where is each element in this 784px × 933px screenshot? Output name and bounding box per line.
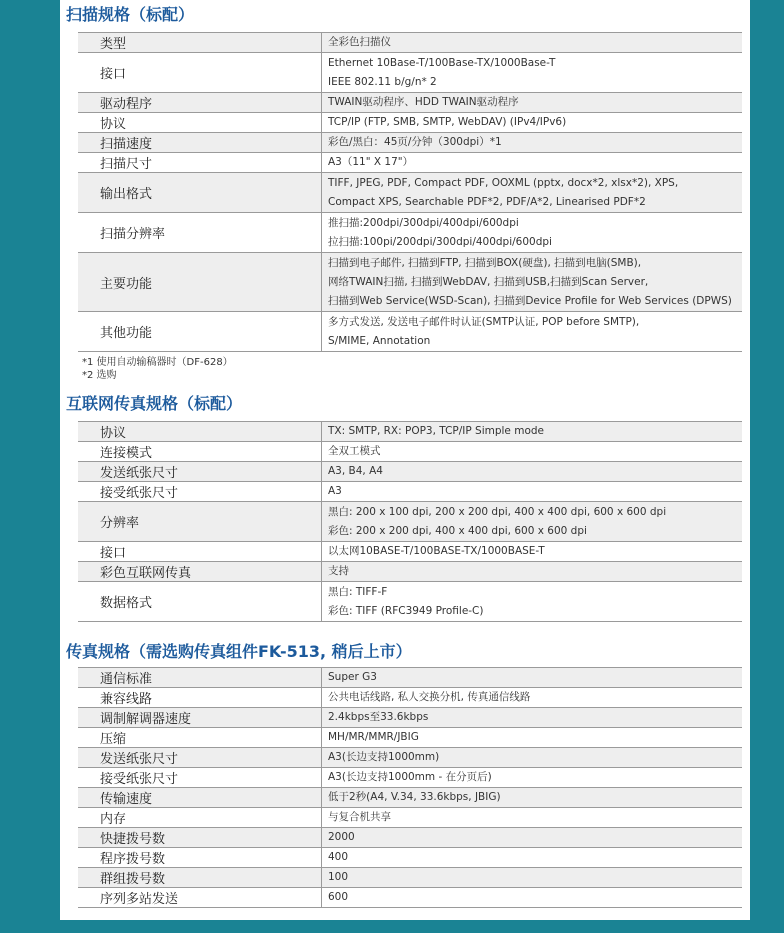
fax-row-value	[322, 848, 743, 868]
fax-row-label: 内存	[78, 808, 322, 828]
scan-row	[78, 93, 742, 113]
scan-value-line: 全彩色扫描仪	[328, 36, 391, 48]
scan-row	[78, 113, 742, 133]
scan-section	[60, 4, 750, 382]
ifax-value-line: 黑白: TIFF-F	[328, 585, 388, 598]
fax-row-value	[322, 708, 743, 728]
ifax-row-value	[322, 502, 743, 542]
scan-value-line: 多方式发送, 发送电子邮件时认证(SMTP认证, POP before SMTP),	[328, 315, 640, 328]
spec-sheet	[60, 0, 750, 920]
scan-value-line: 拉扫描:100pi/200dpi/300dpi/400dpi/600dpi	[328, 235, 552, 248]
scan-row-value	[322, 133, 743, 153]
scan-row-value	[322, 33, 743, 53]
scan-row-label: 主要功能	[78, 253, 322, 312]
fax-value-line: 低于2秒(A4, V.34, 33.6kbps, JBIG)	[328, 791, 501, 803]
fax-row-label: 传输速度	[78, 788, 322, 808]
scan-value-line: 彩色/黑白：45页/分钟（300dpi）*1	[328, 136, 502, 148]
fax-row	[78, 848, 742, 868]
ifax-row	[78, 582, 742, 622]
ifax-value-line: 以太网10BASE-T/100BASE-TX/1000BASE-T	[328, 545, 545, 557]
scan-value-line: Ethernet 10Base-T/100Base-TX/1000Base-T	[328, 56, 556, 69]
ifax-row-value	[322, 422, 743, 442]
ifax-row	[78, 502, 742, 542]
fax-row-value	[322, 808, 743, 828]
scan-title: 扫描规格（标配）	[66, 5, 195, 24]
scan-row-value	[322, 253, 743, 312]
scan-value-line: 扫描到电子邮件, 扫描到FTP, 扫描到BOX(硬盘), 扫描到电脑(SMB),	[328, 256, 642, 269]
fax-row-label: 群组拨号数	[78, 868, 322, 888]
ifax-row	[78, 462, 742, 482]
fax-row-value	[322, 828, 743, 848]
fax-value-line: 400	[328, 851, 349, 863]
fax-row-label: 压缩	[78, 728, 322, 748]
ifax-row-value	[322, 562, 743, 582]
ifax-row-label: 发送纸张尺寸	[78, 462, 322, 482]
scan-row	[78, 253, 742, 312]
scan-row-label: 类型	[78, 33, 322, 53]
scan-row-label: 扫描尺寸	[78, 153, 322, 173]
fax-value-line: MH/MR/MMR/JBIG	[328, 731, 419, 743]
fax-value-line: 100	[328, 871, 349, 883]
fax-row-label: 兼容线路	[78, 688, 322, 708]
scan-row-label: 协议	[78, 113, 322, 133]
ifax-value-line: 黑白: 200 x 100 dpi, 200 x 200 dpi, 400 x 400 dpi, 600 x 600 dpi	[328, 505, 667, 518]
scan-value-line: Compact XPS, Searchable PDF*2, PDF/A*2, Linearised PDF*2	[328, 195, 646, 208]
scan-value-line: TCP/IP (FTP, SMB, SMTP, WebDAV) (IPv4/IPv6)	[328, 116, 567, 128]
scan-row-label: 扫描速度	[78, 133, 322, 153]
ifax-value-line: 彩色: 200 x 200 dpi, 400 x 400 dpi, 600 x 600 dpi	[328, 524, 587, 537]
scan-row-value	[322, 153, 743, 173]
ifax-value-line: TX: SMTP, RX: POP3, TCP/IP Simple mode	[328, 425, 545, 437]
ifax-value-line: A3, B4, A4	[328, 465, 383, 477]
scan-row	[78, 133, 742, 153]
ifax-row-label: 接受纸张尺寸	[78, 482, 322, 502]
ifax-value-line: 支持	[328, 565, 349, 577]
ifax-row-label: 协议	[78, 422, 322, 442]
scan-value-line: TIFF, JPEG, PDF, Compact PDF, OOXML (pptx, docx*2, xlsx*2), XPS,	[328, 176, 679, 189]
fax-row	[78, 728, 742, 748]
scan-row-value	[322, 213, 743, 253]
scan-row-value	[322, 312, 743, 352]
ifax-section	[60, 393, 750, 622]
fax-row-value	[322, 768, 743, 788]
scan-table	[78, 32, 742, 352]
fax-value-line: 与复合机共享	[328, 811, 391, 823]
fax-row-label: 接受纸张尺寸	[78, 768, 322, 788]
ifax-row-value	[322, 482, 743, 502]
scan-row-label: 扫描分辨率	[78, 213, 322, 253]
scan-row-value	[322, 53, 743, 93]
scan-row	[78, 153, 742, 173]
fax-row-value	[322, 748, 743, 768]
fax-row	[78, 708, 742, 728]
scan-note-1: *1 使用自动输稿器时（DF-628）	[82, 357, 233, 368]
fax-row	[78, 768, 742, 788]
fax-row-label: 快捷拨号数	[78, 828, 322, 848]
ifax-row-label: 分辨率	[78, 502, 322, 542]
scan-value-line: A3（11" X 17"）	[328, 156, 414, 168]
scan-notes	[60, 356, 750, 382]
fax-row-label: 调制解调器速度	[78, 708, 322, 728]
ifax-row-label: 数据格式	[78, 582, 322, 622]
fax-row-value	[322, 688, 743, 708]
fax-row-value	[322, 728, 743, 748]
ifax-value-line: A3	[328, 485, 342, 497]
ifax-value-line: 全双工模式	[328, 445, 381, 457]
ifax-row-label: 连接模式	[78, 442, 322, 462]
scan-value-line: 网络TWAIN扫描, 扫描到WebDAV, 扫描到USB,扫描到Scan Server,	[328, 275, 649, 288]
fax-row	[78, 828, 742, 848]
ifax-row	[78, 442, 742, 462]
fax-value-line: Super G3	[328, 671, 377, 683]
fax-row-label: 发送纸张尺寸	[78, 748, 322, 768]
scan-row-value	[322, 113, 743, 133]
scan-row-label: 驱动程序	[78, 93, 322, 113]
scan-row-value	[322, 173, 743, 213]
fax-row-label: 通信标准	[78, 668, 322, 688]
fax-value-line: 600	[328, 891, 349, 903]
ifax-row-value	[322, 462, 743, 482]
fax-value-line: A3(长边支持1000mm - 在分页后)	[328, 771, 492, 783]
fax-row	[78, 808, 742, 828]
ifax-row-value	[322, 582, 743, 622]
ifax-title: 互联网传真规格（标配）	[66, 394, 243, 413]
fax-section	[60, 641, 750, 908]
scan-row-label: 其他功能	[78, 312, 322, 352]
ifax-row	[78, 562, 742, 582]
fax-row	[78, 788, 742, 808]
ifax-row	[78, 482, 742, 502]
fax-row-label: 序列多站发送	[78, 888, 322, 908]
scan-row	[78, 213, 742, 253]
fax-row	[78, 868, 742, 888]
ifax-row-value	[322, 542, 743, 562]
fax-row	[78, 688, 742, 708]
fax-row-label: 程序拨号数	[78, 848, 322, 868]
scan-value-line: 推扫描:200dpi/300dpi/400dpi/600dpi	[328, 216, 519, 229]
fax-row	[78, 888, 742, 908]
fax-row	[78, 748, 742, 768]
ifax-row-label: 彩色互联网传真	[78, 562, 322, 582]
ifax-row	[78, 422, 742, 442]
ifax-table	[78, 421, 742, 622]
fax-row	[78, 668, 742, 688]
ifax-row-label: 接口	[78, 542, 322, 562]
scan-row	[78, 53, 742, 93]
ifax-row	[78, 542, 742, 562]
ifax-value-line: 彩色: TIFF (RFC3949 Profile-C)	[328, 604, 484, 617]
fax-value-line: 2.4kbps至33.6kbps	[328, 711, 429, 723]
scan-value-line: 扫描到Web Service(WSD-Scan), 扫描到Device Profile for Web Services (DPWS)	[328, 294, 732, 307]
scan-row	[78, 33, 742, 53]
scan-row-value	[322, 93, 743, 113]
fax-value-line: 2000	[328, 831, 355, 843]
fax-row-value	[322, 888, 743, 908]
scan-row-label: 输出格式	[78, 173, 322, 213]
scan-row-label: 接口	[78, 53, 322, 93]
fax-row-value	[322, 868, 743, 888]
ifax-row-value	[322, 442, 743, 462]
scan-value-line: IEEE 802.11 b/g/n* 2	[328, 75, 437, 88]
scan-row	[78, 312, 742, 352]
fax-table	[78, 667, 742, 908]
scan-note-2: *2 选购	[82, 370, 117, 381]
fax-row-value	[322, 668, 743, 688]
scan-row	[78, 173, 742, 213]
fax-row-value	[322, 788, 743, 808]
scan-value-line: S/MIME, Annotation	[328, 334, 431, 347]
fax-value-line: 公共电话线路, 私人交换分机, 传真通信线路	[328, 691, 531, 703]
scan-value-line: TWAIN驱动程序、HDD TWAIN驱动程序	[328, 96, 519, 108]
fax-title: 传真规格（需选购传真组件FK-513, 稍后上市）	[66, 642, 412, 661]
fax-value-line: A3(长边支持1000mm)	[328, 751, 440, 763]
